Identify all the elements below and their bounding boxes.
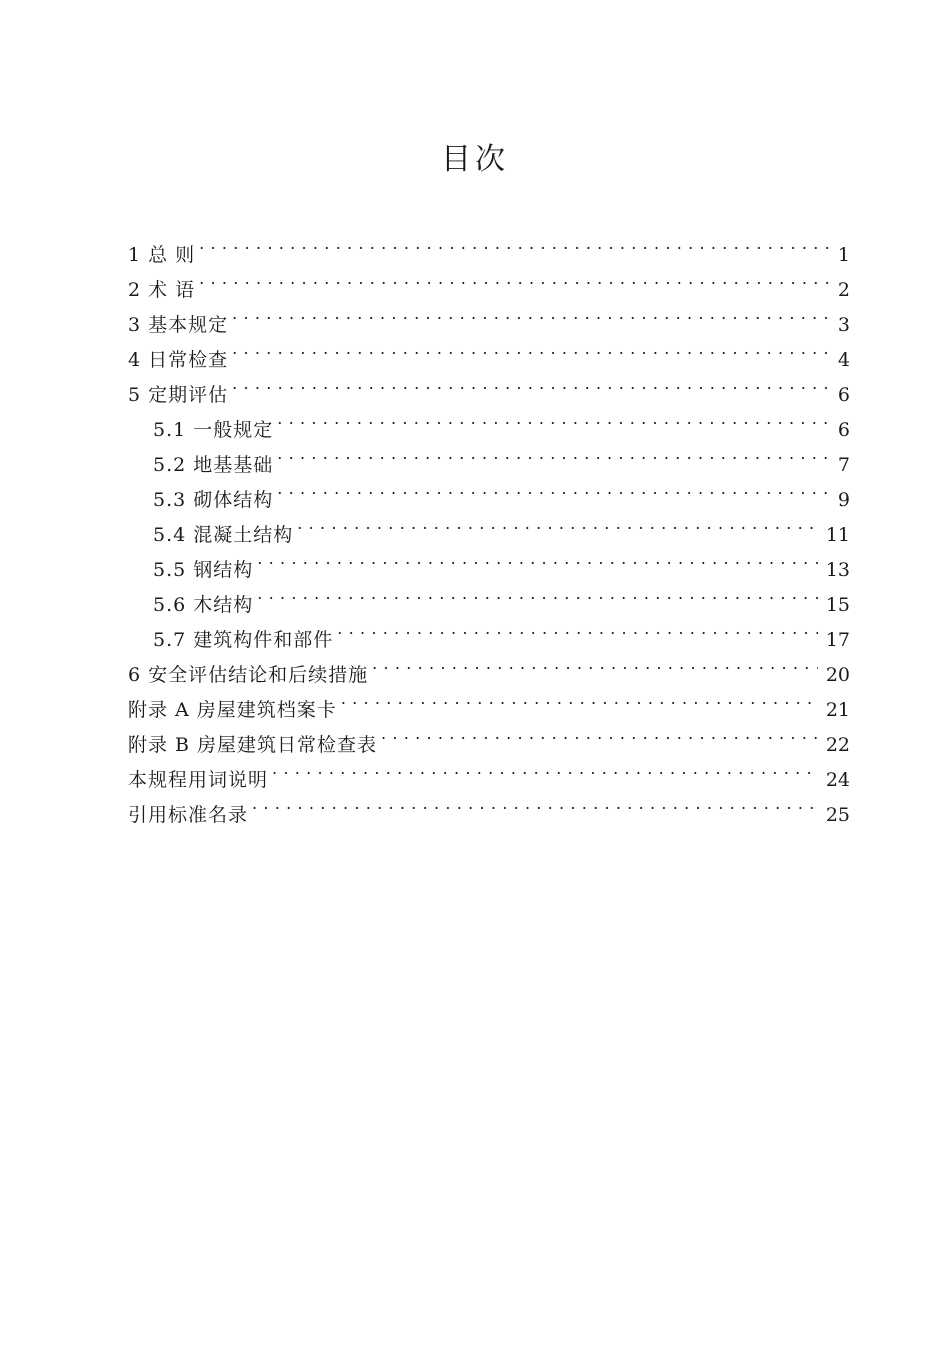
table-of-contents [128, 226, 850, 826]
toc-entry-page: 7 [837, 454, 850, 476]
toc-entry-label: 5.5 钢结构 [153, 559, 254, 581]
toc-entry-label: 引用标准名录 [128, 804, 249, 826]
toc-entry-page: 3 [837, 314, 850, 336]
toc-dot-leader [232, 366, 830, 401]
toc-entry-label: 6 安全评估结论和后续措施 [128, 664, 369, 686]
toc-entry-label: 5.2 地基基础 [153, 454, 274, 476]
toc-entry-label: 5.1 一般规定 [153, 419, 274, 441]
toc-entry-page: 15 [825, 594, 850, 616]
toc-entry-page: 20 [825, 664, 850, 686]
toc-entry-label: 4 日常检查 [128, 349, 229, 371]
toc-entry-page: 11 [825, 524, 850, 546]
toc-entry-label: 5.4 混凝土结构 [153, 524, 294, 546]
toc-dot-leader [381, 716, 818, 751]
toc-dot-leader [199, 261, 830, 296]
toc-entry-label: 附录 B 房屋建筑日常检查表 [128, 734, 378, 756]
toc-entry-label: 3 基本规定 [128, 314, 229, 336]
toc-entry-5-1[interactable] [128, 401, 850, 441]
toc-dot-leader [337, 611, 818, 646]
toc-entry-page: 9 [837, 489, 850, 511]
toc-entry-page: 6 [837, 384, 850, 406]
toc-dot-leader [277, 436, 830, 471]
toc-entry-label: 5.7 建筑构件和部件 [153, 629, 334, 651]
toc-entry-label: 5.6 木结构 [153, 594, 254, 616]
toc-entry-page: 21 [825, 699, 850, 721]
toc-entry-3[interactable] [128, 296, 850, 336]
toc-entry-page: 1 [837, 244, 850, 266]
toc-entry-label: 1 总 则 [128, 244, 196, 266]
toc-entry-page: 13 [825, 559, 850, 581]
toc-dot-leader [252, 786, 818, 821]
page-title: 目次 [441, 142, 509, 177]
toc-dot-leader [297, 506, 818, 541]
toc-entry-label: 5 定期评估 [128, 384, 229, 406]
toc-dot-leader [257, 576, 818, 611]
toc-entry-label: 附录 A 房屋建筑档案卡 [128, 699, 337, 721]
toc-dot-leader [199, 226, 830, 261]
toc-entry-page: 25 [825, 804, 850, 826]
toc-entry-4[interactable] [128, 331, 850, 371]
toc-entry-page: 6 [837, 419, 850, 441]
toc-entry-page: 24 [825, 769, 850, 791]
toc-entry-page: 4 [837, 349, 850, 371]
toc-dot-leader [341, 681, 818, 716]
toc-dot-leader [277, 471, 830, 506]
toc-entry-2[interactable] [128, 261, 850, 301]
toc-entry-label: 本规程用词说明 [128, 769, 269, 791]
toc-entry-label: 2 术 语 [128, 279, 196, 301]
toc-entry-1[interactable] [128, 226, 850, 266]
toc-dot-leader [372, 646, 818, 681]
toc-dot-leader [232, 331, 830, 366]
toc-dot-leader [272, 751, 818, 786]
toc-dot-leader [277, 401, 830, 436]
toc-entry-page: 17 [825, 629, 850, 651]
toc-dot-leader [257, 541, 818, 576]
toc-dot-leader [232, 296, 830, 331]
toc-entry-label: 5.3 砌体结构 [153, 489, 274, 511]
toc-entry-5[interactable] [128, 366, 850, 406]
toc-entry-page: 22 [825, 734, 850, 756]
toc-entry-page: 2 [837, 279, 850, 301]
